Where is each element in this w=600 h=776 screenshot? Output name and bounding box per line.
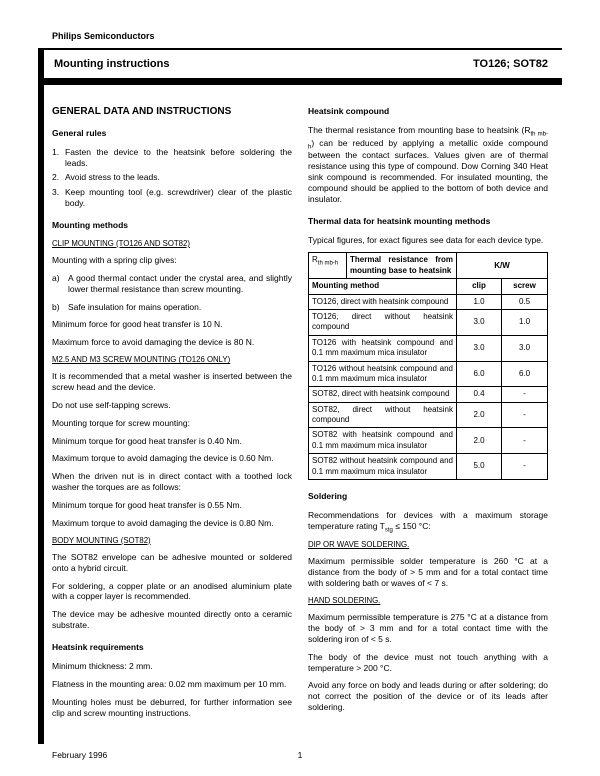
footer-date: February 1996	[52, 750, 108, 760]
paragraph: Maximum force to avoid damaging the device is 80 N.	[52, 337, 255, 348]
table-row	[309, 402, 548, 428]
table-row	[309, 309, 548, 335]
paragraph: Typical figures, for exact figures see data for each device type.	[308, 234, 544, 245]
paragraph: Maximum permissible solder temperature is 260 °C at a distance from the body of > 5 mm and for a total contact time with soldering bath or waves of < 7 s.	[308, 556, 548, 589]
product-code: TO126; SOT82	[473, 58, 548, 70]
item-text: Fasten the device to the heatsink before soldering the leads.	[65, 146, 292, 168]
paragraph: For soldering, a copper plate or an anodised aluminium plate with a copper layer is recommended.	[52, 580, 292, 602]
paragraph: Mounting holes must be deburred, for further information see clip and screw mounting instructions.	[52, 696, 292, 718]
paragraph-text: The thermal resistance from mounting base to heatsink (R	[308, 124, 531, 135]
main-heading: GENERAL DATA AND INSTRUCTIONS	[52, 106, 232, 117]
paragraph: Avoid any force on body and leads during or after soldering; do not correct the position of the device or of its leads after soldering.	[308, 680, 548, 713]
footer-page-number: 1	[297, 750, 303, 760]
symbol-description: Thermal resistance from mounting base to heatsink	[347, 253, 457, 279]
subhead-body-mounting: BODY MOUNTING (SOT82)	[52, 535, 151, 545]
thermal-resistance-table	[308, 252, 548, 480]
cell-screw: -	[502, 454, 548, 480]
column-header-method: Mounting method	[309, 279, 457, 294]
cell-screw: -	[502, 387, 548, 402]
tstg-subscript: stg	[384, 527, 393, 534]
rule-item	[52, 147, 292, 169]
item-text: Safe insulation for mains operation.	[68, 301, 202, 312]
paragraph: Flatness in the mounting area: 0.02 mm maximum per 10 mm.	[52, 678, 287, 689]
cell-screw: 0.5	[502, 294, 548, 309]
document-title: Mounting instructions	[54, 58, 170, 70]
table-row	[309, 454, 548, 480]
right-column	[308, 106, 548, 720]
paragraph: The body of the device must not touch anything with a temperature > 200 °C.	[308, 651, 548, 673]
subhead-hand-soldering: HAND SOLDERING.	[308, 596, 381, 606]
rule-item	[52, 187, 292, 209]
heading-heatsink-requirements: Heatsink requirements	[52, 642, 144, 653]
item-number: 3.	[52, 187, 60, 198]
cell-method: TO126, direct with heatsink compound	[309, 294, 457, 309]
item-letter: a)	[52, 272, 60, 283]
paragraph: Mounting with a spring clip gives:	[52, 254, 177, 265]
paragraph: Mounting torque for screw mounting:	[52, 417, 190, 428]
paragraph: Maximum torque to avoid damaging the device is 0.60 Nm.	[52, 453, 274, 464]
item-number: 1.	[52, 146, 60, 157]
symbol-subscript: th mb-h	[317, 260, 339, 267]
subhead-clip-mounting: CLIP MOUNTING (TO126 AND SOT82)	[52, 238, 190, 248]
rule-item	[52, 172, 292, 183]
cell-screw: -	[502, 428, 548, 454]
heading-heatsink-compound: Heatsink compound	[308, 106, 390, 116]
cell-method: SOT82, direct without heatsink compound	[309, 402, 457, 428]
paragraph: It is recommended that a metal washer is inserted between the screw head and the device.	[52, 371, 292, 392]
column-header-clip: clip	[457, 279, 502, 294]
paragraph: The SOT82 envelope can be adhesive mounted or soldered onto a hybrid circuit.	[52, 551, 292, 573]
paragraph: Maximum torque to avoid damaging the device is 0.80 Nm.	[52, 517, 274, 528]
heading-mounting-methods: Mounting methods	[52, 220, 129, 231]
paragraph-text: ≤ 150 °C:	[392, 520, 431, 531]
item-text: Keep mounting tool (e.g. screwdriver) clear of the plastic body.	[65, 187, 292, 209]
table-row	[309, 294, 548, 309]
cell-method: TO126, direct without heatsink compound	[309, 309, 457, 335]
cell-clip: 2.0	[457, 428, 502, 454]
table-row	[309, 387, 548, 402]
paragraph: Minimum torque for good heat transfer is 0.55 Nm.	[52, 500, 242, 511]
clip-point	[52, 302, 292, 313]
cell-clip: 2.0	[457, 402, 502, 428]
paragraph	[308, 510, 548, 534]
brand-text: Philips Semiconductors	[52, 31, 155, 41]
table-header-row	[309, 253, 548, 279]
title-bar	[54, 58, 548, 70]
item-text: A good thermal contact under the crystal area, and slightly lower thermal resistance than screw mounting.	[68, 272, 292, 294]
paragraph: Minimum torque for good heat transfer is 0.40 Nm.	[52, 435, 242, 446]
cell-clip: 5.0	[457, 454, 502, 480]
paragraph: Do not use self-tapping screws.	[52, 399, 171, 410]
cell-screw: -	[502, 402, 548, 428]
symbol-base: R	[312, 255, 318, 265]
cell-screw: 1.0	[502, 309, 548, 335]
subhead-dip-wave-soldering: DIP OR WAVE SOLDERING.	[308, 540, 410, 550]
paragraph-text: Recommendations for devices with a maximum storage temperature rating T	[308, 509, 548, 531]
table-row	[309, 361, 548, 387]
paragraph: Minimum force for good heat transfer is 10 N.	[52, 319, 223, 330]
heading-general-rules: General rules	[52, 127, 107, 138]
cell-screw: 6.0	[502, 361, 548, 387]
heading-soldering: Soldering	[308, 491, 348, 502]
rth-symbol	[309, 253, 347, 279]
clip-point	[52, 273, 292, 295]
cell-method: SOT82 with heatsink compound and 0.1 mm maximum mica insulator	[309, 428, 457, 454]
cell-clip: 3.0	[457, 309, 502, 335]
rth-subscript: th mb-h	[308, 131, 548, 151]
cell-method: SOT82 without heatsink compound and 0.1 mm maximum mica insulator	[309, 454, 457, 480]
cell-clip: 6.0	[457, 361, 502, 387]
cell-method: SOT82, direct with heatsink compound	[309, 387, 457, 402]
cell-screw: 3.0	[502, 335, 548, 361]
paragraph: The device may be adhesive mounted directly onto a ceramic substrate.	[52, 609, 292, 631]
header-top-rule	[38, 48, 562, 50]
paragraph-text: ) can be reduced by applying a metallic oxide compound between the contact surfaces. Values given are of thermal resistance using this type of compound. Dow Corning 340 Heat sink compound is recommended. For insulated mounting, the compound should be applied to the bottom of both device and insulator.	[308, 137, 548, 204]
left-column	[52, 106, 292, 725]
paragraph: Minimum thickness: 2 mm.	[52, 660, 153, 671]
unit-header: K/W	[457, 253, 548, 279]
table-row	[309, 428, 548, 454]
item-number: 2.	[52, 172, 60, 183]
cell-clip: 1.0	[457, 294, 502, 309]
header-thick-rule	[38, 78, 562, 85]
item-text: Avoid stress to the leads.	[65, 172, 160, 183]
subhead-screw-mounting: M2.5 AND M3 SCREW MOUNTING (TO126 ONLY)	[52, 355, 231, 365]
cell-method: TO126 without heatsink compound and 0.1 mm maximum mica insulator	[309, 361, 457, 387]
table-subheader-row	[309, 279, 548, 294]
left-accent-bar	[38, 48, 44, 744]
cell-clip: 3.0	[457, 335, 502, 361]
column-header-screw: screw	[502, 279, 548, 294]
paragraph	[308, 125, 548, 205]
paragraph: When the driven nut is in direct contact with a toothed lock washer the torques are as follows:	[52, 471, 292, 493]
paragraph: Maximum permissible temperature is 275 °C at a distance from the body of > 3 mm and for a total contact time with the soldering iron of < 5 s.	[308, 612, 548, 644]
heading-thermal-data: Thermal data for heatsink mounting methods	[308, 215, 491, 226]
item-letter: b)	[52, 301, 60, 312]
cell-method: TO126 with heatsink compound and 0.1 mm maximum mica insulator	[309, 335, 457, 361]
table-row	[309, 335, 548, 361]
cell-clip: 0.4	[457, 387, 502, 402]
